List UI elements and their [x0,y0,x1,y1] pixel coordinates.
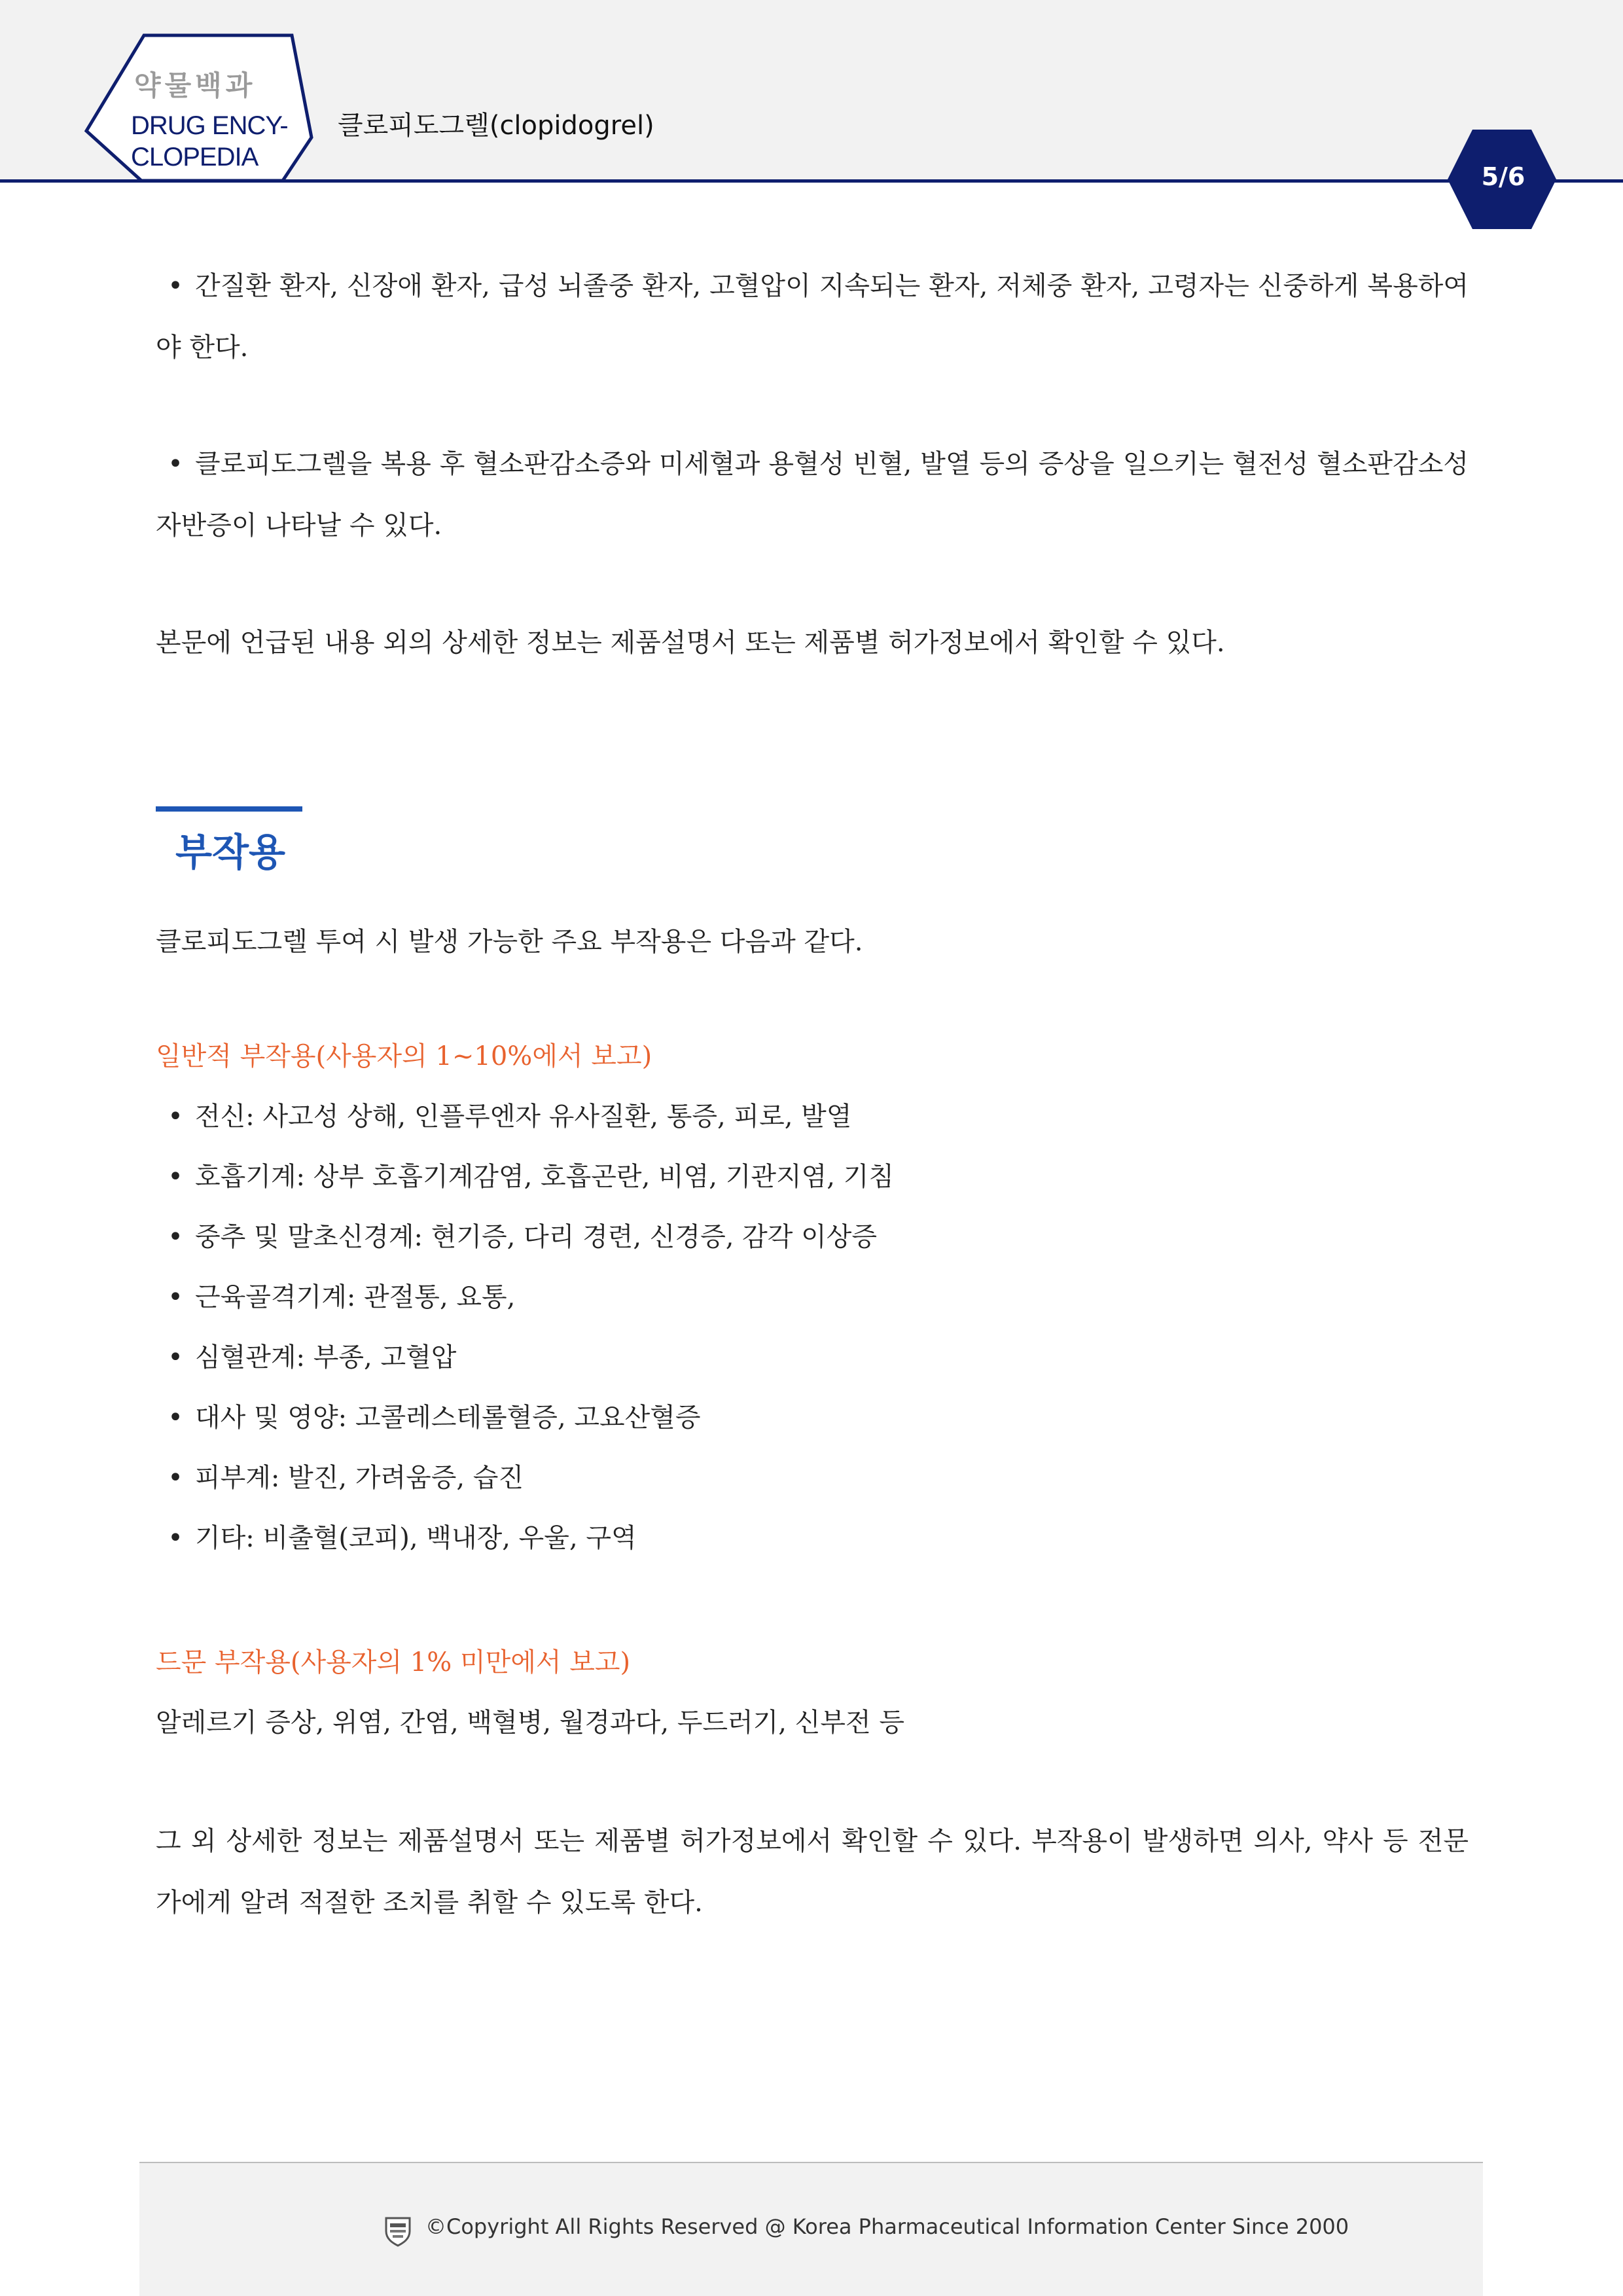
bullet-icon: • [168,449,183,479]
logo-korean-text: 약물백과 [134,69,257,101]
logo-line-2: CLOPEDIA [131,143,259,171]
intro-note-block [156,612,1469,673]
page-number: 5/6 [1481,162,1525,191]
closing-block [156,1810,1469,1933]
section-title: 부작용 [175,830,286,874]
bullet-icon: • [168,1403,183,1433]
list-item: • 중추 및 말초신경계: 현기증, 다리 경련, 신경증, 감각 이상증 [156,1207,1469,1267]
side-effects-intro-block [156,911,1469,973]
intro-bullet-2-block [156,433,1469,556]
document-title: 클로피도그렐(clopidogrel) [338,111,654,141]
bullet-icon: • [168,1523,183,1553]
logo-english-text [131,110,301,173]
list-item: • 호흡기계: 상부 호흡기계감염, 호흡곤란, 비염, 기관지염, 기침 [156,1147,1469,1207]
list-item: • 심혈관계: 부종, 고혈압 [156,1327,1469,1388]
bullet-icon: • [168,271,183,301]
rare-side-effects [156,1632,1469,1753]
common-side-effects [156,1026,1469,1568]
list-item: • 기타: 비출혈(코피), 백내장, 우울, 구역 [156,1508,1469,1568]
bullet-icon: • [168,1463,183,1493]
shield-emblem-icon [383,2215,412,2247]
intro-bullet-1: • 간질환 환자, 신장애 환자, 급성 뇌졸중 환자, 고혈압이 지속되는 환자, 저체중 환자, 고령자는 신중하게 복용하여야 한다. [156,255,1469,378]
side-effects-intro: 클로피도그렐 투여 시 발생 가능한 주요 부작용은 다음과 같다. [156,927,863,957]
intro-note: 본문에 언급된 내용 외의 상세한 정보는 제품설명서 또는 제품별 허가정보에서 확인할 수 있다. [156,628,1225,658]
common-heading: 일반적 부작용(사용자의 1~10%에서 보고) [156,1041,652,1071]
bullet-icon: • [168,1282,183,1312]
copyright-text: ©Copyright All Rights Reserved @ Korea Pharmaceutical Information Center Since 2000 [425,2214,1349,2239]
bullet-icon: • [168,1342,183,1372]
list-item: • 대사 및 영양: 고콜레스테롤혈증, 고요산혈증 [156,1388,1469,1448]
section-title-bar [156,806,302,812]
list-item: • 전신: 사고성 상해, 인플루엔자 유사질환, 통증, 피로, 발열 [156,1086,1469,1147]
logo-line-1: DRUG ENCY- [131,111,288,140]
list-item: • 근육골격기계: 관절통, 요통, [156,1267,1469,1327]
rare-heading: 드문 부작용(사용자의 1% 미만에서 보고) [156,1647,631,1677]
bullet-icon: • [168,1162,183,1192]
closing-paragraph: 그 외 상세한 정보는 제품설명서 또는 제품별 허가정보에서 확인할 수 있다. 부작용이 발생하면 의사, 약사 등 전문가에게 알려 적절한 조치를 취할 수 있도록 한다. [156,1826,1469,1918]
bullet-icon: • [168,1102,183,1132]
intro-bullet-2: • 클로피도그렐을 복용 후 혈소판감소증와 미세혈과 용혈성 빈혈, 발열 등의 증상을 일으키는 혈전성 혈소판감소성 자반증이 나타날 수 있다. [156,433,1469,556]
bullet-icon: • [168,1222,183,1252]
list-item: • 피부계: 발진, 가려움증, 습진 [156,1448,1469,1508]
rare-text: 알레르기 증상, 위염, 간염, 백혈병, 월경과다, 두드러기, 신부전 등 [156,1708,905,1738]
intro-section [156,255,1469,378]
